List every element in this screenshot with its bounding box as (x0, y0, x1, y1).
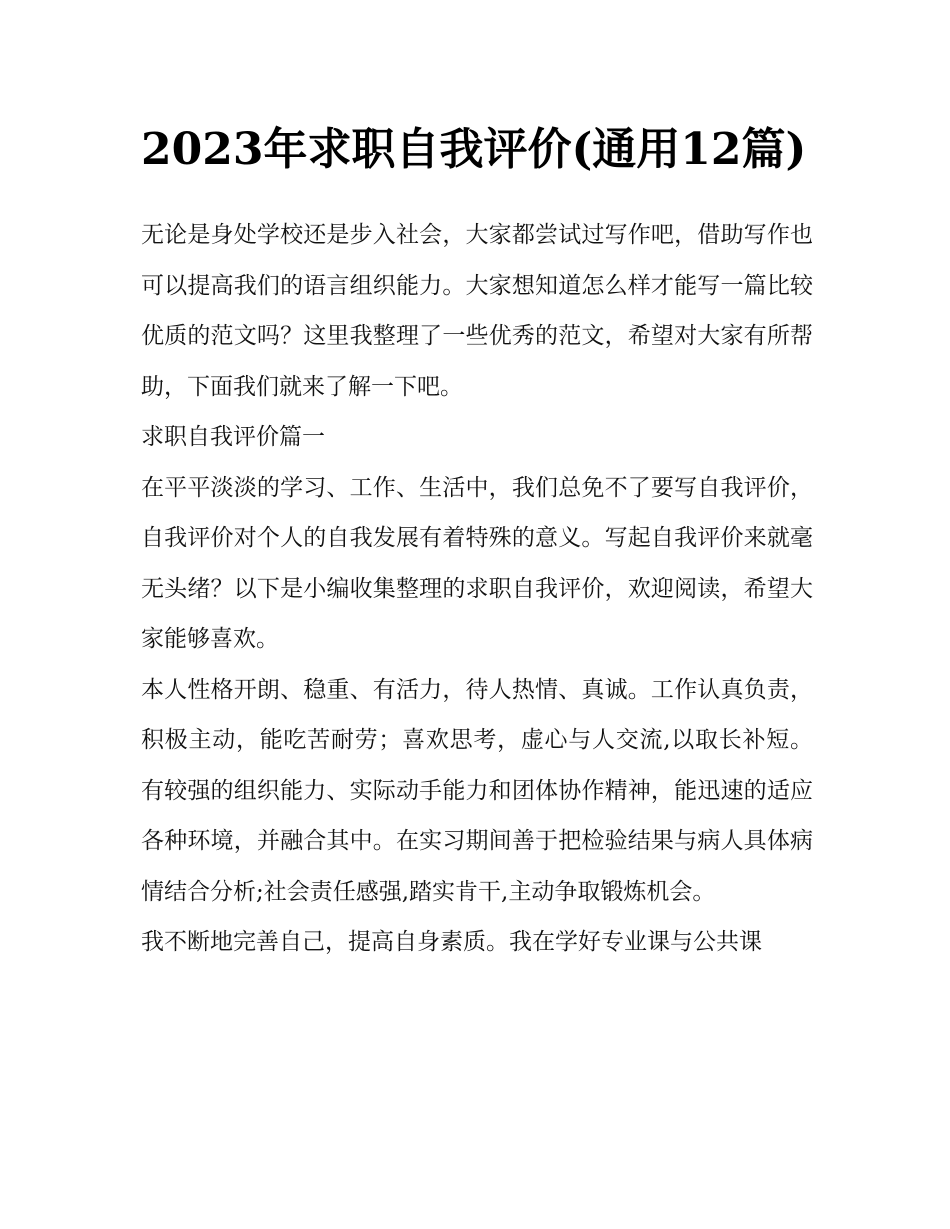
section-heading: 求职自我评价篇一 (141, 424, 325, 450)
document-body (141, 210, 813, 968)
document-content (141, 112, 813, 968)
intro-paragraph: 无论是身处学校还是步入社会，大家都尝试过写作吧，借助写作也可以提高我们的语言组织能力。大家想知道怎么样才能写一篇比较优质的范文吗？这里我整理了一些优秀的范文，希望对大家有所帮助，下面我们就来了解一下吧。 (141, 222, 813, 400)
body-paragraph: 我不断地完善自己，提高自身素质。我在学好专业课与公共课 (141, 929, 762, 955)
document-title: 2023年求职自我评价(通用12篇) (141, 124, 807, 175)
body-paragraph: 在平平淡淡的学习、工作、生活中，我们总免不了要写自我评价，自我评价对个人的自我发展有着特殊的意义。写起自我评价来就毫无头绪？以下是小编收集整理的求职自我评价，欢迎阅读，希望大家能够喜欢。 (141, 474, 813, 652)
body-paragraph: 本人性格开朗、稳重、有活力，待人热情、真诚。工作认真负责，积极主动，能吃苦耐劳；喜欢思考，虚心与人交流,以取长补短。有较强的组织能力、实际动手能力和团体协作精神，能迅速的适应各种环境，并融合其中。在实习期间善于把检验结果与病人具体病情结合分析;社会责任感强,踏实肯干,主动争取锻炼机会。 (141, 676, 813, 905)
